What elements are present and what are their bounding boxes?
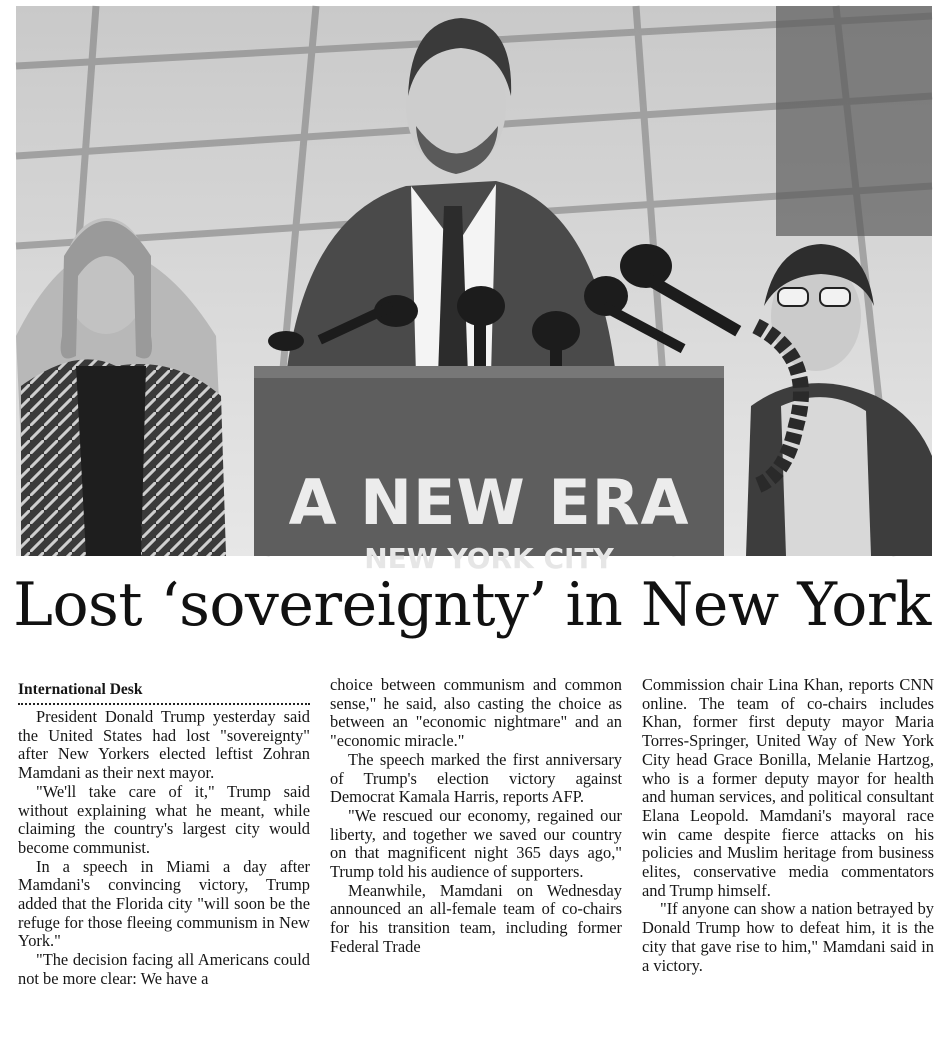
paragraph: choice between communism and common sense," he said, also casting the choice as between an "economic nightmare" and an "economic miracle."	[330, 675, 622, 751]
paragraph: In a speech in Miami a day after Mamdani's convincing victory, Trump added that the Florida city "will soon be the refuge for those fleeing communism in New York."	[18, 856, 310, 951]
news-photo	[16, 6, 932, 575]
headline: Lost ‘sovereignty’ in New York	[13, 570, 931, 640]
desk-label: International Desk	[18, 680, 310, 705]
press-conference-photo	[16, 6, 932, 575]
article-column-1	[18, 676, 310, 989]
podium	[254, 366, 724, 575]
paragraph: "If anyone can show a nation betrayed by Donald Trump how to defeat him, it is the city that gave rise to him," Mamdani said in a victory.	[642, 899, 934, 975]
paragraph: "The decision facing all Americans could not be more clear: We have a	[18, 950, 310, 988]
paragraph: "We rescued our economy, regained our liberty, and together we saved our country on that magnificent night 365 days ago," Trump told his audience of supporters.	[330, 805, 622, 882]
paragraph: "We'll take care of it," Trump said without explaining what he meant, while claiming the country's largest city would become communist.	[18, 781, 310, 857]
paragraph: President Donald Trump yesterday said the United States had lost "sovereignty" after New Yorkers elected leftist Zohran Mamdani as their next mayor.	[18, 707, 310, 783]
paragraph: The speech marked the first anniversary of Trump's election victory against Democrat Kamala Harris, reports AFP.	[330, 749, 622, 807]
paragraph: Commission chair Lina Khan, reports CNN online. The team of co-chairs includes Khan, former first deputy mayor Maria Torres-Springer, United Way of New York City head Grace Bonilla, Melanie Hartzog, who is a former deputy mayor for health and human services, and political consultant Elana Leopold. Mamdani's mayoral race win came despite fierce attacks on his policies and Muslim heritage from business elites, conservative media commentators and Trump himself.	[642, 675, 934, 900]
article-column-2	[330, 676, 622, 957]
article-column-3	[642, 676, 934, 975]
podium-subline: NEW YORK CITY	[364, 542, 614, 575]
paragraph: Meanwhile, Mamdani on Wednesday announced an all-female team of co-chairs for his transition team, including former Federal Trade	[330, 880, 622, 956]
podium-headline: A NEW ERA	[288, 466, 690, 539]
